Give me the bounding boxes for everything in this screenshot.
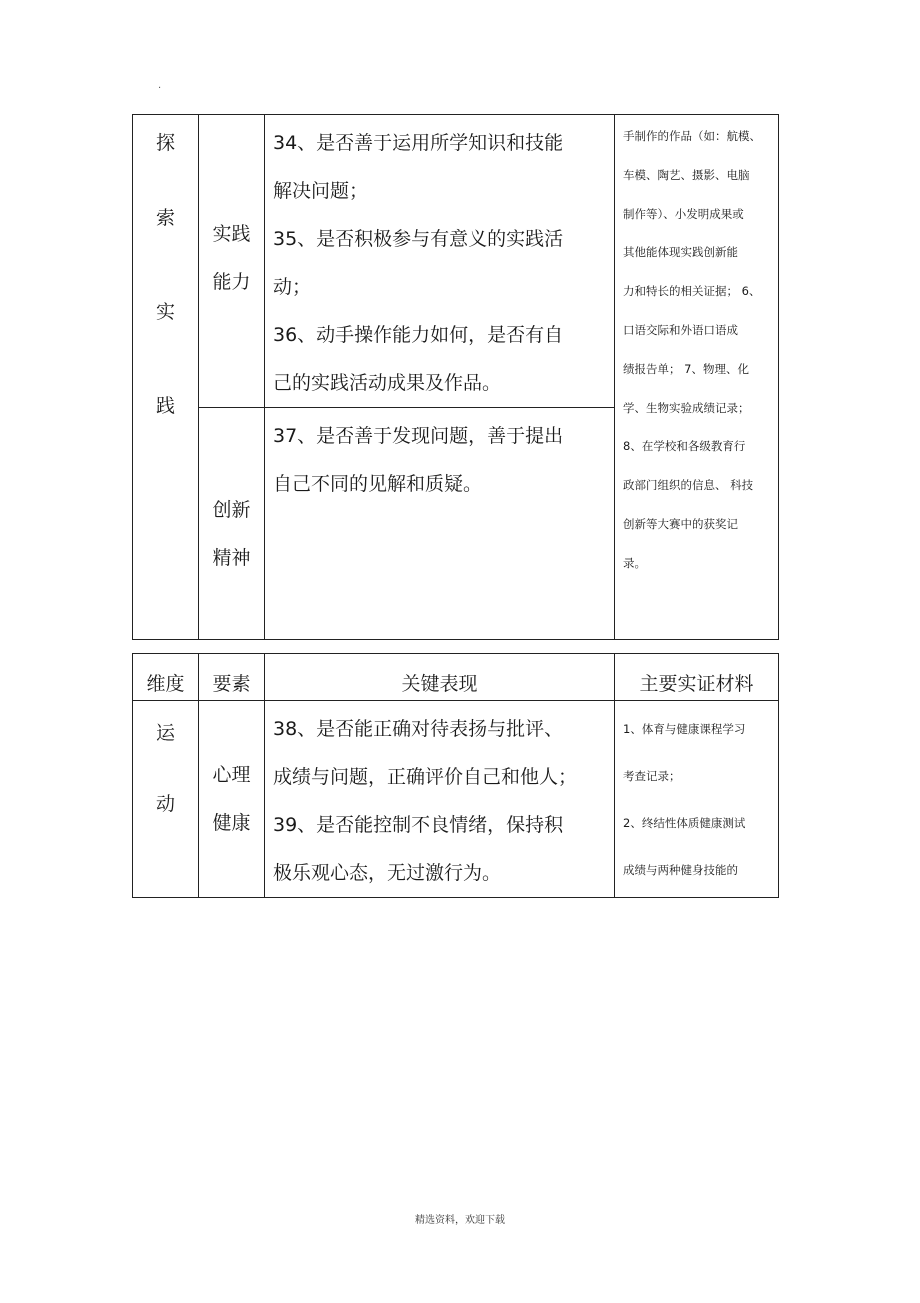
page-footer: 精选资料，欢迎下载 (415, 1215, 505, 1226)
page-mark: . (158, 80, 162, 91)
header-dimension: 维度 (133, 654, 199, 701)
key-item-line: 36、动手操作能力如何，是否有自 (273, 324, 564, 346)
key-item-line: 自己不同的见解和质疑。 (273, 473, 483, 495)
key-item-line: 39、是否能控制不良情绪，保持积 (273, 814, 564, 836)
element-label: 创新 (212, 499, 251, 521)
element-label: 能力 (212, 271, 251, 293)
key-item-line: 37、是否善于发现问题，善于提出 (273, 425, 564, 447)
element-cell-practice (199, 115, 265, 408)
dimension-char: 探 (155, 132, 175, 154)
evidence-line: 1、体育与健康课程学习 (623, 722, 746, 736)
dimension-char: 实 (155, 301, 175, 323)
evidence-cell (615, 115, 779, 640)
key-item-line: 动； (273, 276, 312, 298)
dimension-char: 运 (155, 722, 175, 744)
header-evidence: 主要实证材料 (615, 654, 779, 701)
key-item-line: 35、是否积极参与有意义的实践活 (273, 228, 564, 250)
dimension-char: 动 (155, 793, 175, 815)
evidence-line: 绩报告单； 7、物理、化 (623, 361, 749, 376)
key-performance-cell (265, 701, 615, 898)
key-item-line: 38、是否能正确对待表扬与批评、 (273, 718, 564, 740)
evidence-line: 制作等）、小发明成果或 (623, 206, 744, 221)
dimension-cell (133, 701, 199, 898)
header-key-performance: 关键表现 (265, 654, 615, 701)
element-cell-innovation (199, 408, 265, 640)
element-cell-mental-health (199, 701, 265, 898)
evidence-line: 成绩与两种健身技能的 (623, 863, 738, 877)
evaluation-table-sports (132, 653, 779, 898)
key-item-line: 极乐观心态，无过激行为。 (273, 862, 502, 884)
key-item-line: 成绩与问题，正确评价自己和他人； (273, 766, 578, 788)
evidence-line: 其他能体现实践创新能 (623, 245, 738, 260)
element-label: 实践 (212, 223, 251, 245)
evidence-line: 8、在学校和各级教育行 (623, 439, 746, 454)
key-item-line: 解决问题； (273, 180, 369, 202)
header-element: 要素 (199, 654, 265, 701)
key-performance-cell (265, 115, 615, 408)
evidence-cell (615, 701, 779, 898)
evidence-line: 手制作的作品（如：航模、 (623, 129, 761, 143)
evidence-line: 车模、陶艺、摄影、电脑 (623, 167, 750, 182)
key-item-line: 34、是否善于运用所学知识和技能 (273, 132, 564, 154)
evidence-line: 创新等大赛中的获奖记 (623, 516, 738, 531)
key-performance-cell (265, 408, 615, 640)
element-label: 健康 (212, 812, 251, 834)
dimension-char: 索 (155, 207, 175, 229)
key-item-line: 己的实践活动成果及作品。 (273, 372, 502, 394)
dimension-char: 践 (155, 395, 175, 417)
evidence-line: 录。 (623, 555, 646, 570)
evidence-line: 2、终结性体质健康测试 (623, 816, 746, 830)
dimension-cell (133, 115, 199, 640)
element-label: 心理 (212, 764, 251, 786)
evidence-line: 学、生物实验成绩记录； (623, 400, 750, 415)
evidence-line: 口语交际和外语口语成 (623, 322, 738, 337)
evidence-line: 考查记录； (623, 769, 681, 783)
element-label: 精神 (212, 547, 251, 569)
evidence-line: 力和特长的相关证据； 6、 (623, 284, 761, 299)
evidence-line: 政部门组织的信息、 科技 (623, 478, 754, 493)
evaluation-table-explore-practice (132, 114, 779, 640)
